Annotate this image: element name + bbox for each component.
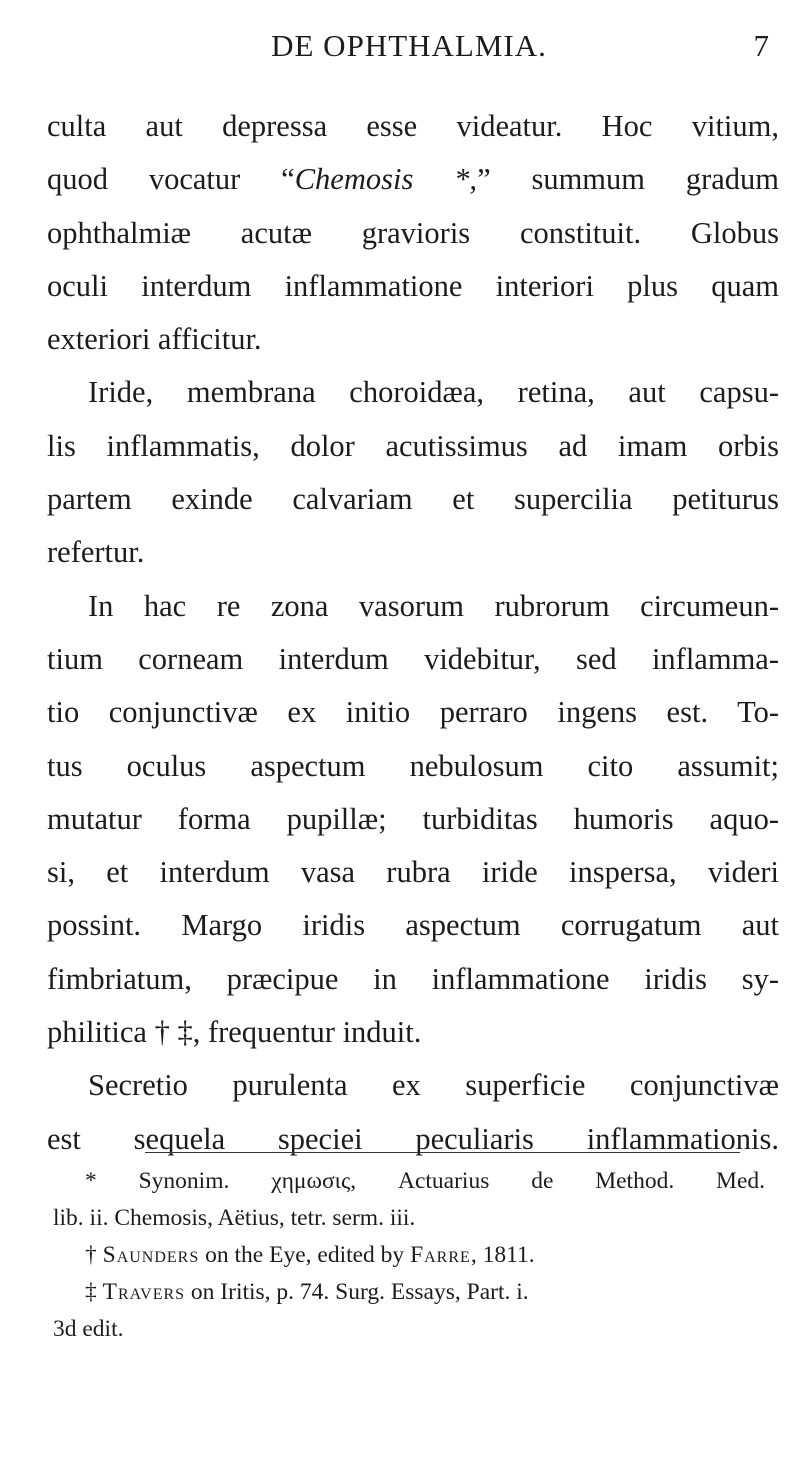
text-line: Secretio purulenta ex superficie conjunctivæ <box>88 1068 779 1103</box>
text-line: tium corneam interdum videbitur, sed inflamma- <box>47 641 779 676</box>
text-line: culta aut depressa esse videatur. Hoc vitium, <box>47 109 779 143</box>
text-line: si, et interdum vasa rubra iride inspersa, videri <box>47 855 779 890</box>
footnote-line: † Saunders on the Eye, edited by Farre, 1811. <box>85 1242 535 1268</box>
text-line: Iride, membrana choroidæa, retina, aut capsu- <box>88 375 779 410</box>
running-title: DE OPHTHALMIA. <box>271 28 547 63</box>
term-chemosis: Chemosis *, <box>294 162 478 197</box>
text-line: tus oculus aspectum nebulosum cito assumit; <box>47 748 779 783</box>
page-number: 7 <box>753 28 770 63</box>
text-line: lis inflammatis, dolor acutissimus ad imam orbis <box>47 428 779 463</box>
footnote-line: * Synonim. χημωσις, Actuarius de Method. Med. <box>85 1168 765 1194</box>
text-line: quod vocatur “Chemosis *,” summum gradum <box>47 162 780 197</box>
footnote-line: lib. ii. Chemosis, Aëtius, tetr. serm. iii. <box>53 1205 416 1231</box>
text-line: est sequela speciei peculiaris inflammationis. <box>47 1121 779 1156</box>
text-line: fimbriatum, præcipue in inflammatione iridis sy- <box>47 961 779 996</box>
footnotes <box>53 1163 765 1348</box>
text-line: philitica † ‡, frequentur induit. <box>47 1015 422 1050</box>
text-line: mutatur forma pupillæ; turbiditas humoris aquo- <box>47 801 779 836</box>
body-text <box>47 100 779 1166</box>
text-line: partem exinde calvariam et supercilia petiturus <box>47 482 779 517</box>
footnote-line: ‡ Travers on Iritis, p. 74. Surg. Essays, Part. i. <box>85 1279 529 1305</box>
text-line: exteriori afficitur. <box>47 322 262 357</box>
footnote-rule <box>145 1152 740 1153</box>
text-line: In hac re zona vasorum rubrorum circumeun- <box>88 588 779 623</box>
text-line: refertur. <box>47 535 145 570</box>
text-line: tio conjunctivæ ex initio perraro ingens est. To- <box>47 695 779 730</box>
text-line: possint. Margo iridis aspectum corrugatum aut <box>47 908 779 943</box>
text-line: ophthalmiæ acutæ gravioris constituit. Globus <box>47 215 779 250</box>
footnote-line: 3d edit. <box>53 1316 124 1342</box>
text-line: oculi interdum inflammatione interiori plus quam <box>47 268 779 303</box>
